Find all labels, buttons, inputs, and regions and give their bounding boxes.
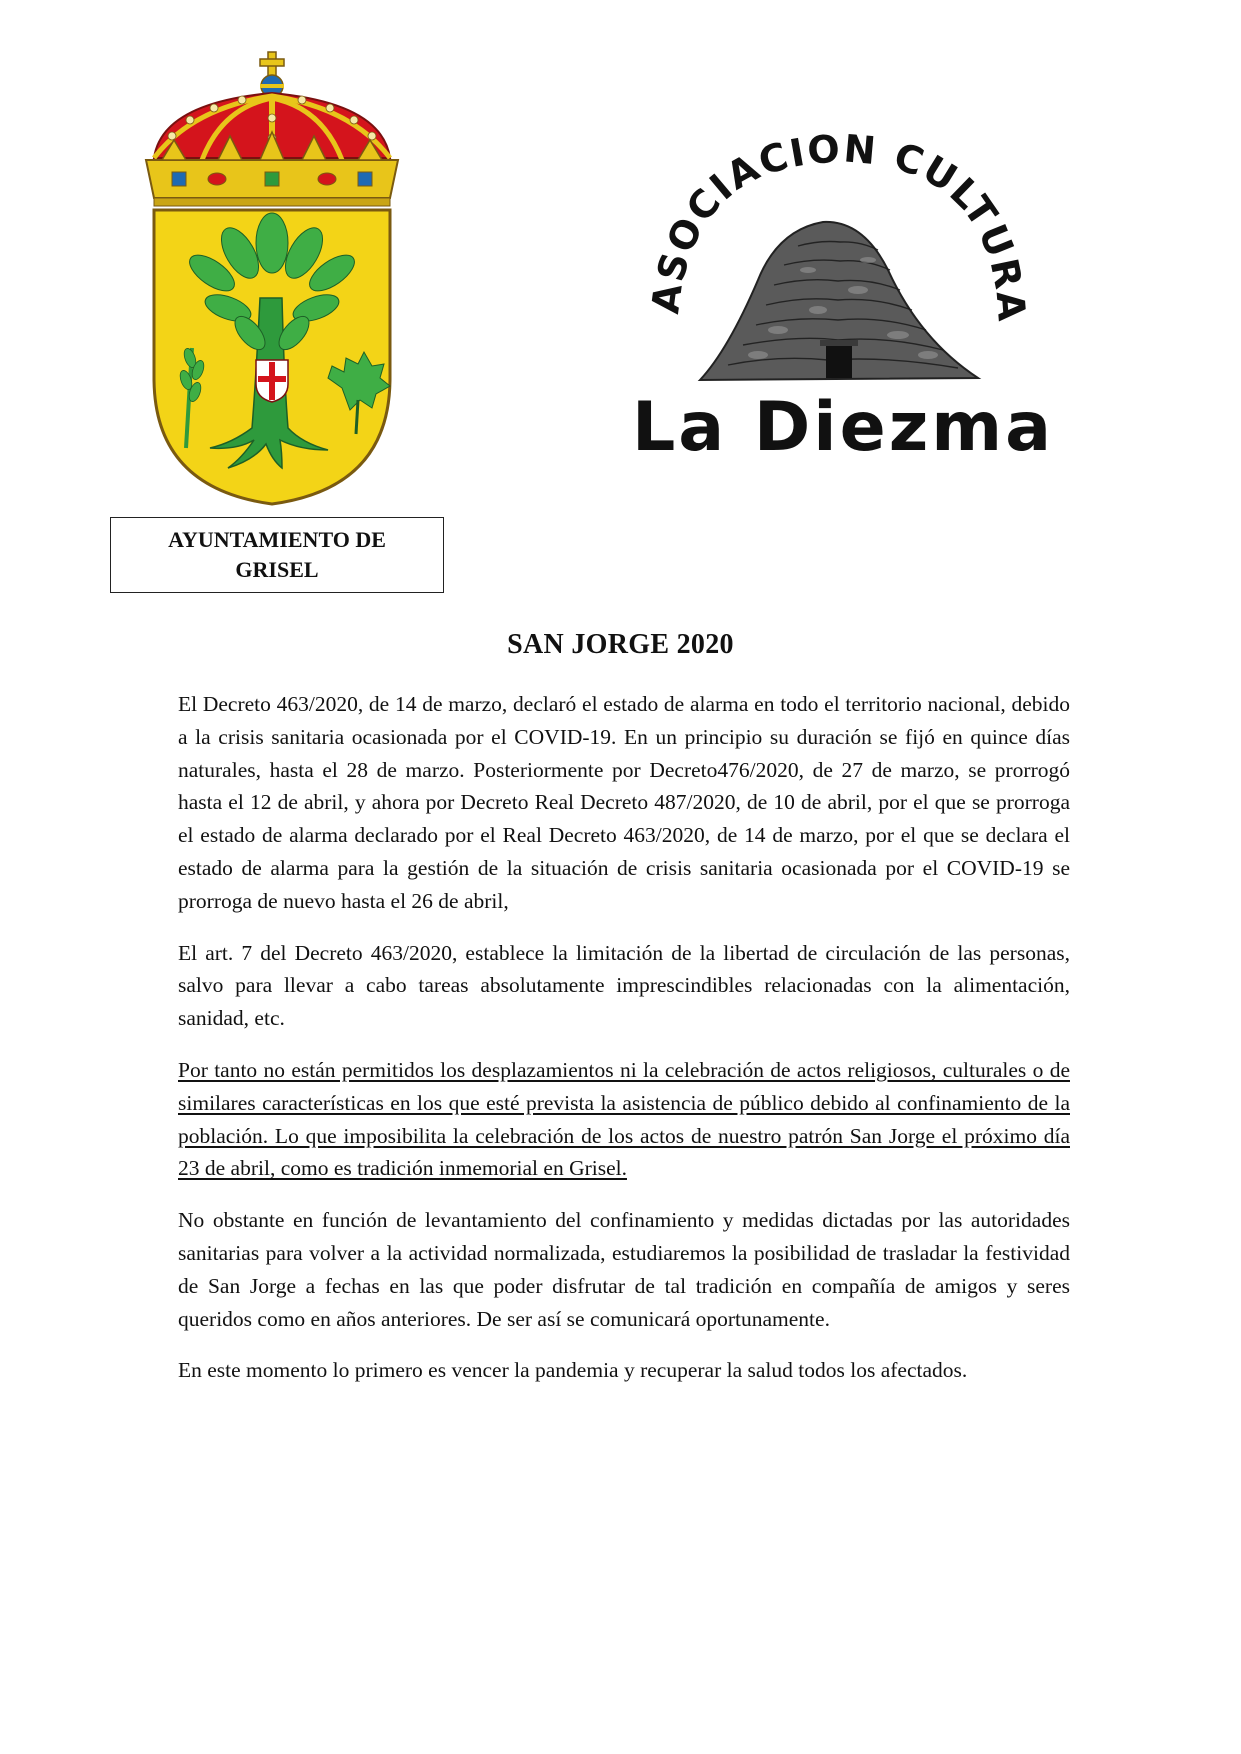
paragraph: El art. 7 del Decreto 463/2020, establece la limitación de la libertad de circulación de las personas, salvo para llevar a cabo tareas absolutamente imprescindibles relacionadas con la alimentación, sanidad, etc. [178, 940, 1070, 1031]
paragraph: El Decreto 463/2020, de 14 de marzo, declaró el estado de alarma en todo el territorio nacional, debido a la crisis sanitaria ocasionada por el COVID-19. En un principio su duración se fijó en quince días naturales, hasta el 28 de marzo. Posteriormente por Decreto476/2020, de 27 de marzo, se prorrogó hasta el 12 de abril, y ahora por Decreto Real Decreto 487/2020, de 10 de abril, por el que se prorroga el estado de alarma declarado por el Real Decreto 463/2020, de 14 de marzo, por el que se declara el estado de alarma para la gestión de la situación de crisis sanitaria ocasionada por el COVID-19 se prorroga de nuevo hasta el 26 de abril, [178, 692, 1070, 913]
paragraph: No obstante en función de levantamiento del confinamiento y medidas dictadas por las autoridades sanitarias para volver a la actividad normalizada, estudiaremos la posibilidad de trasladar la festividad de San Jorge a fechas en las que poder disfrutar de tal tradición en compañía de amigos y seres queridos como en años anteriores. De ser así se comunicará oportunamente. [178, 1208, 1070, 1331]
paragraph: En este momento lo primero es vencer la pandemia y recuperar la salud todos los afectados. [178, 1358, 968, 1383]
document-body [178, 688, 1070, 1406]
logo-name-text: La Diezma [631, 388, 1055, 467]
logo-arc-text: ASOCIACION CULTURAL [643, 115, 1034, 325]
ayuntamiento-line-1: AYUNTAMIENTO DE [168, 527, 386, 552]
document-title: SAN JORGE 2020 [507, 629, 734, 660]
coat-of-arms-icon [132, 48, 412, 508]
la-diezma-logo-icon [631, 115, 1055, 467]
paragraph-underlined: Por tanto no están permitidos los desplazamientos ni la celebración de actos religiosos, culturales o de similares características en los que esté prevista la asistencia de público debido al confinamiento de la población. Lo que imposibilita la celebración de los actos de nuestro patrón San Jorge el próximo día 23 de abril, como es tradición inmemorial en Grisel. [178, 1057, 1070, 1181]
ayuntamiento-label-box [110, 517, 444, 593]
ayuntamiento-line-2: GRISEL [235, 557, 319, 582]
